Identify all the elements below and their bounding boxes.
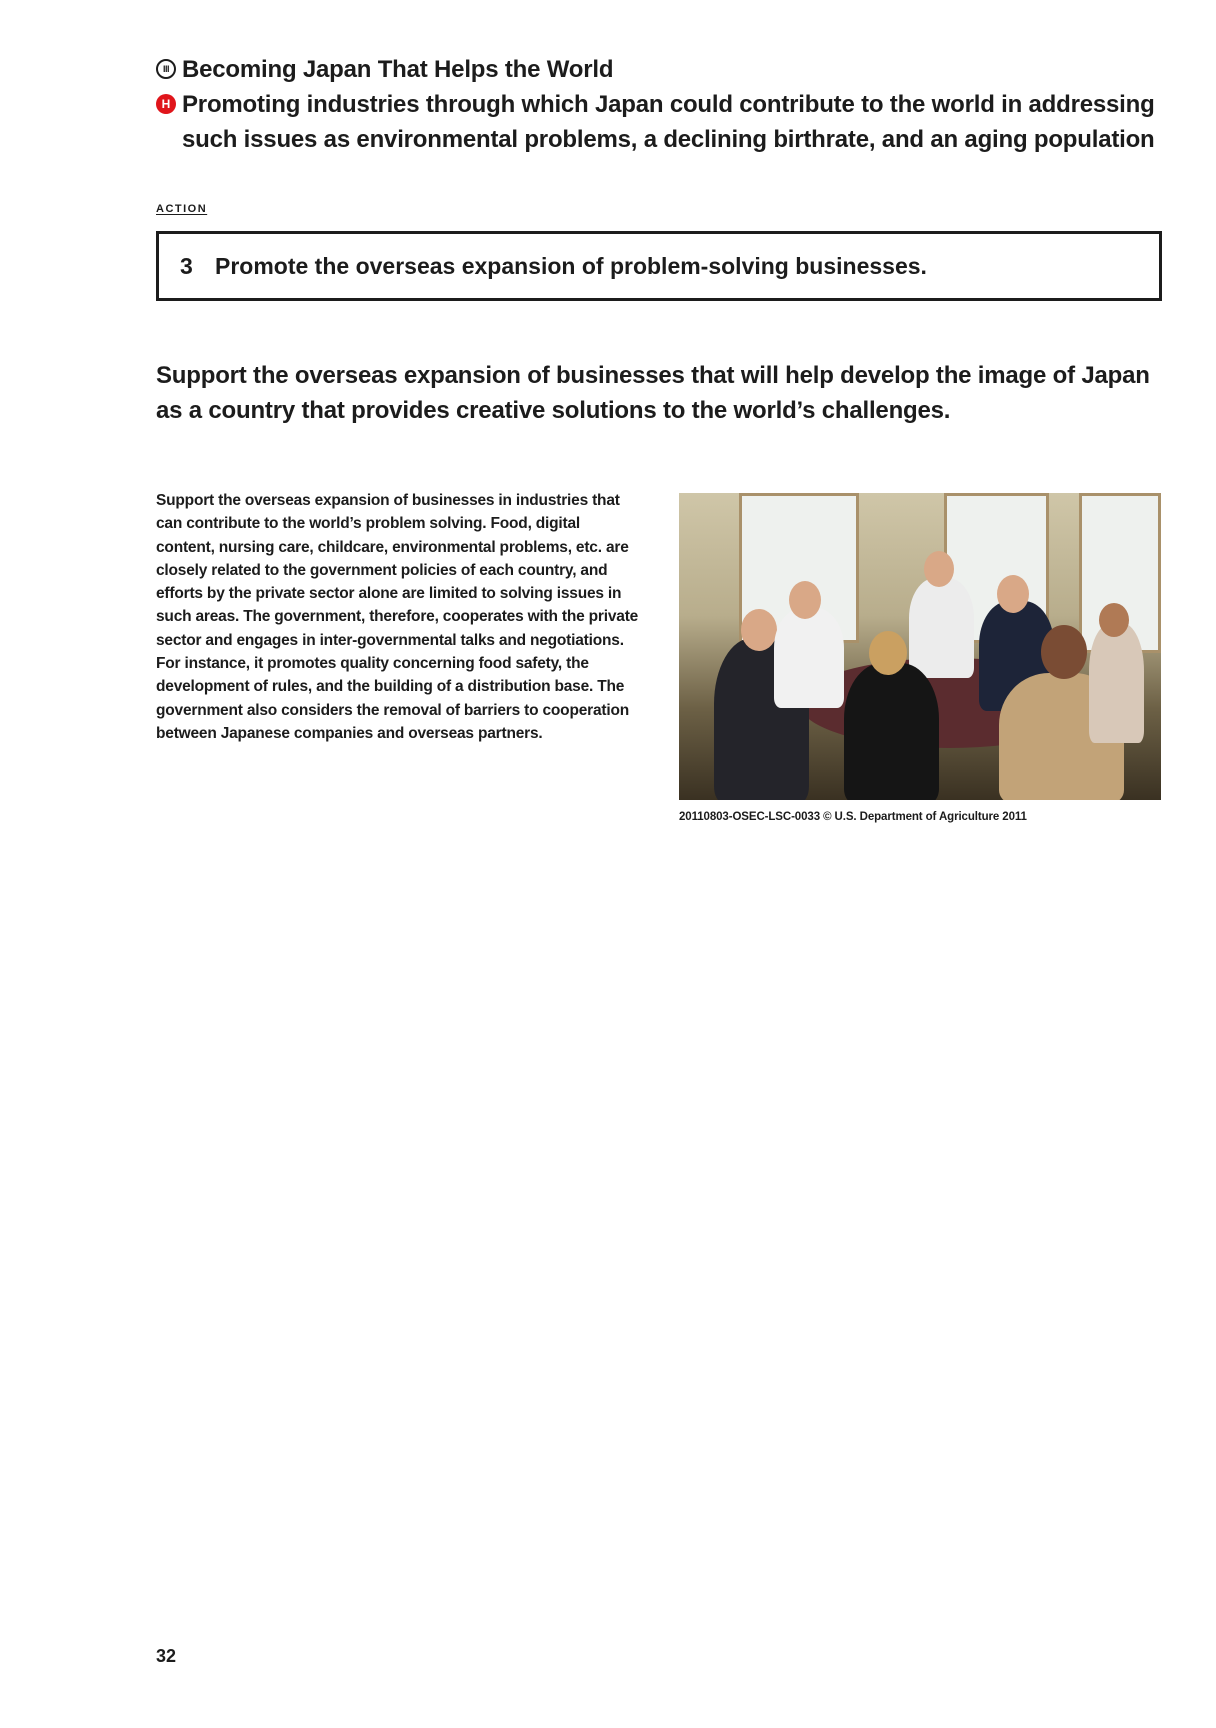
page-number: 32 <box>156 1646 177 1666</box>
photo-person-head <box>869 631 907 675</box>
photo-person-head <box>1099 603 1129 637</box>
action-label: ACTION <box>156 203 208 215</box>
photo-person-head <box>924 551 954 587</box>
photo-person <box>1089 623 1144 743</box>
action-text: Promote the overseas expansion of problem-solving businesses. <box>215 252 927 279</box>
photo-person-head <box>789 581 821 619</box>
photo-person-head <box>1041 625 1087 679</box>
section-title: Becoming Japan That Helps the World <box>182 56 614 83</box>
meeting-photo <box>679 493 1161 800</box>
subsection-heading <box>156 87 1182 157</box>
body-paragraph: Support the overseas expansion of businesses in industries that can contribute to the world’s problem solving. Food, digital content, nursing care, childcare, environmental problems, etc. are closely related to the government policies of each country, and efforts by the private sector alone are limited to solving issues in such areas. The government, therefore, cooperates with the private sector and engages in inter-governmental talks and negotiations. For instance, it promotes quality concerning food safety, the development of rules, and the building of a distribution base. The government also considers the removal of barriers to cooperation between Japanese companies and overseas partners. <box>156 492 639 742</box>
photo-person-head <box>997 575 1029 613</box>
section-numeral-badge: III <box>156 59 176 79</box>
photo-caption: 20110803-OSEC-LSC-0033 © U.S. Department of Agriculture 2011 <box>679 811 1027 823</box>
subsection-title: Promoting industries through which Japan could contribute to the world in addressing such issues as environmental problems, a declining birthrate, and an aging population <box>182 91 1155 153</box>
photo-person-head <box>741 609 777 651</box>
photo-person <box>844 663 939 800</box>
lead-paragraph: Support the overseas expansion of businesses that will help develop the image of Japan as a country that provides creative solutions to the world’s challenges. <box>156 362 1150 424</box>
photo-person <box>774 608 844 708</box>
action-number: 3 <box>180 252 193 279</box>
section-heading <box>156 52 613 87</box>
subsection-letter-badge: H <box>156 94 176 114</box>
action-box <box>156 231 1162 301</box>
photo-person <box>909 578 974 678</box>
